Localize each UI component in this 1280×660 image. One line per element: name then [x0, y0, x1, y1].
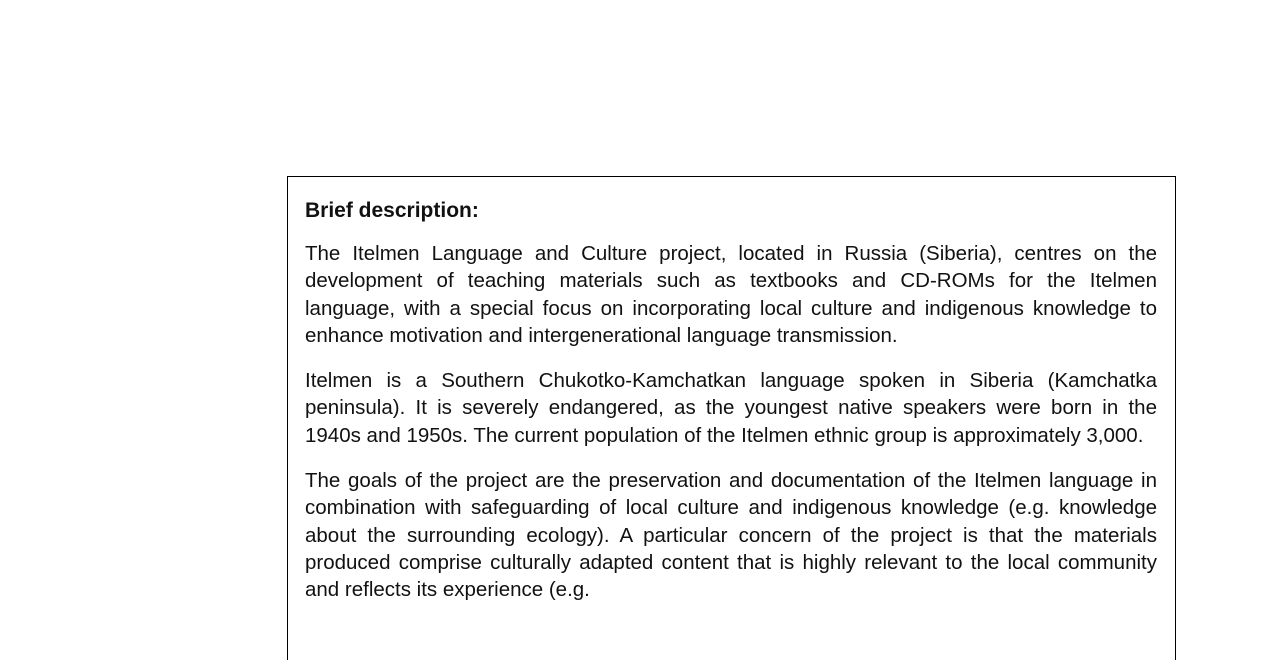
description-paragraph-1: The Itelmen Language and Culture project, located in Russia (Siberia), centres on the development of teaching materials such as textbooks and CD-ROMs for the Itelmen language, with a special focus on incorporating local culture and indigenous knowledge to enhance motivation and intergenerational language transmission.: [305, 242, 1157, 347]
description-paragraph-2: Itelmen is a Southern Chukotko-Kamchatkan language spoken in Siberia (Kamchatka peninsula). It is severely endangered, as the youngest native speakers were born in the 1940s and 1950s. The current population of the Itelmen ethnic group is approximately 3,000.: [305, 369, 1157, 447]
description-box: [287, 176, 1176, 660]
brief-description-heading: Brief description:: [305, 199, 479, 222]
description-paragraph-3: The goals of the project are the preservation and documentation of the Itelmen language in combination with safeguarding of local culture and indigenous knowledge (e.g. knowledge about the surrounding ecology). A particular concern of the project is that the materials produced comprise culturally adapted content that is highly relevant to the local community and reflects its experience (e.g.: [305, 469, 1157, 602]
